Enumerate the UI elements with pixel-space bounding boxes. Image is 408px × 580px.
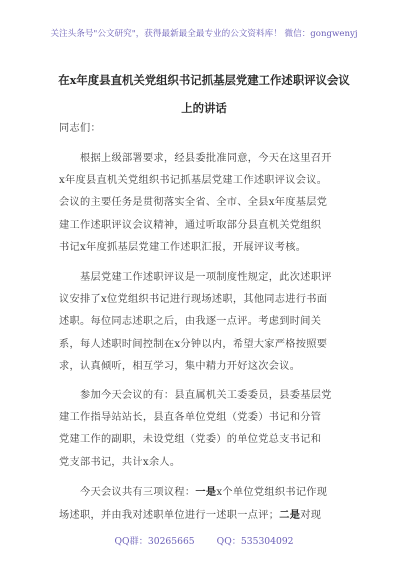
header-banner: 关注头条号"公文研究"，获得最新最全最专业的公文资料库！ 微信：gongwenyj <box>50 29 358 39</box>
paragraph-3 <box>59 385 359 474</box>
footer-qq: QQ：535304092 <box>216 536 294 547</box>
footer-contact <box>0 533 408 547</box>
salutation-text: 同志们： <box>59 123 101 134</box>
paragraph-line: 求，认真倾听，相互学习，集中精力开好这次会议。 <box>59 360 301 372</box>
paragraph-line: x年度县直机关党组织书记抓基层党建工作述职评议会议。 <box>59 175 328 187</box>
agenda-item-two-marker: 二是 <box>279 509 301 522</box>
paragraph-line: 参加今天会议的有：县直属机关工委委员，县委基层党 <box>80 390 332 401</box>
paragraph-line: 书记x年度抓基层党建工作述职汇报，开展评议考核。 <box>59 241 307 253</box>
p4-l1-pre: 今天会议共有三项议程： <box>80 487 196 498</box>
paragraph-line <box>59 481 359 504</box>
title-line-2: 上的讲话 <box>181 101 227 115</box>
footer-qq-group: QQ群：30265665 <box>114 536 195 547</box>
paragraph-4 <box>59 481 359 527</box>
agenda-item-one-marker: 一是 <box>195 486 217 498</box>
paragraph-line: 党建工作的副职，未设党组（党委）的单位党总支书记和 <box>59 434 322 446</box>
paragraph-line: 建工作指导站站长，县直各单位党组（党委）书记和分管 <box>59 412 322 424</box>
paragraph-line: 根据上级部署要求，经县委批准同意，今天在这里召开 <box>80 153 332 164</box>
paragraph-line: 建工作述职评议会议精神，通过听取部分县直机关党组织 <box>59 219 322 231</box>
paragraph-line: 会议的主要任务是贯彻落实全省、全市、全县x年度基层党 <box>59 197 328 209</box>
paragraph-line: 系，每人述职时间控制在x分钟以内，希望大家严格按照要 <box>59 338 328 350</box>
p4-l2-pre: 场述职，并由我对述职单位进行一述职一点评； <box>59 510 280 522</box>
paragraph-line: 议安排了x位党组织书记进行现场述职，其他同志进行书面 <box>59 294 328 306</box>
paragraph-line: 党支部书记，共计x余人。 <box>59 456 181 468</box>
paragraph-1 <box>59 148 359 259</box>
paragraph-line: 基层党建工作述职评议是一项制度性规定，此次述职评 <box>80 272 332 283</box>
p4-l2-post: 对现 <box>300 510 322 522</box>
p4-l1-post: x个单位党组织书记作现 <box>216 487 328 498</box>
paragraph-line <box>59 504 359 527</box>
salutation <box>59 118 359 140</box>
document-title <box>50 66 358 122</box>
paragraph-line: 述职。每位同志述职之后，由我逐一点评。考虑到时间关 <box>59 316 322 328</box>
title-line-1: 在x年度县直机关党组织书记抓基层党建工作述职评议会议 <box>58 73 350 87</box>
paragraph-2 <box>59 267 359 378</box>
